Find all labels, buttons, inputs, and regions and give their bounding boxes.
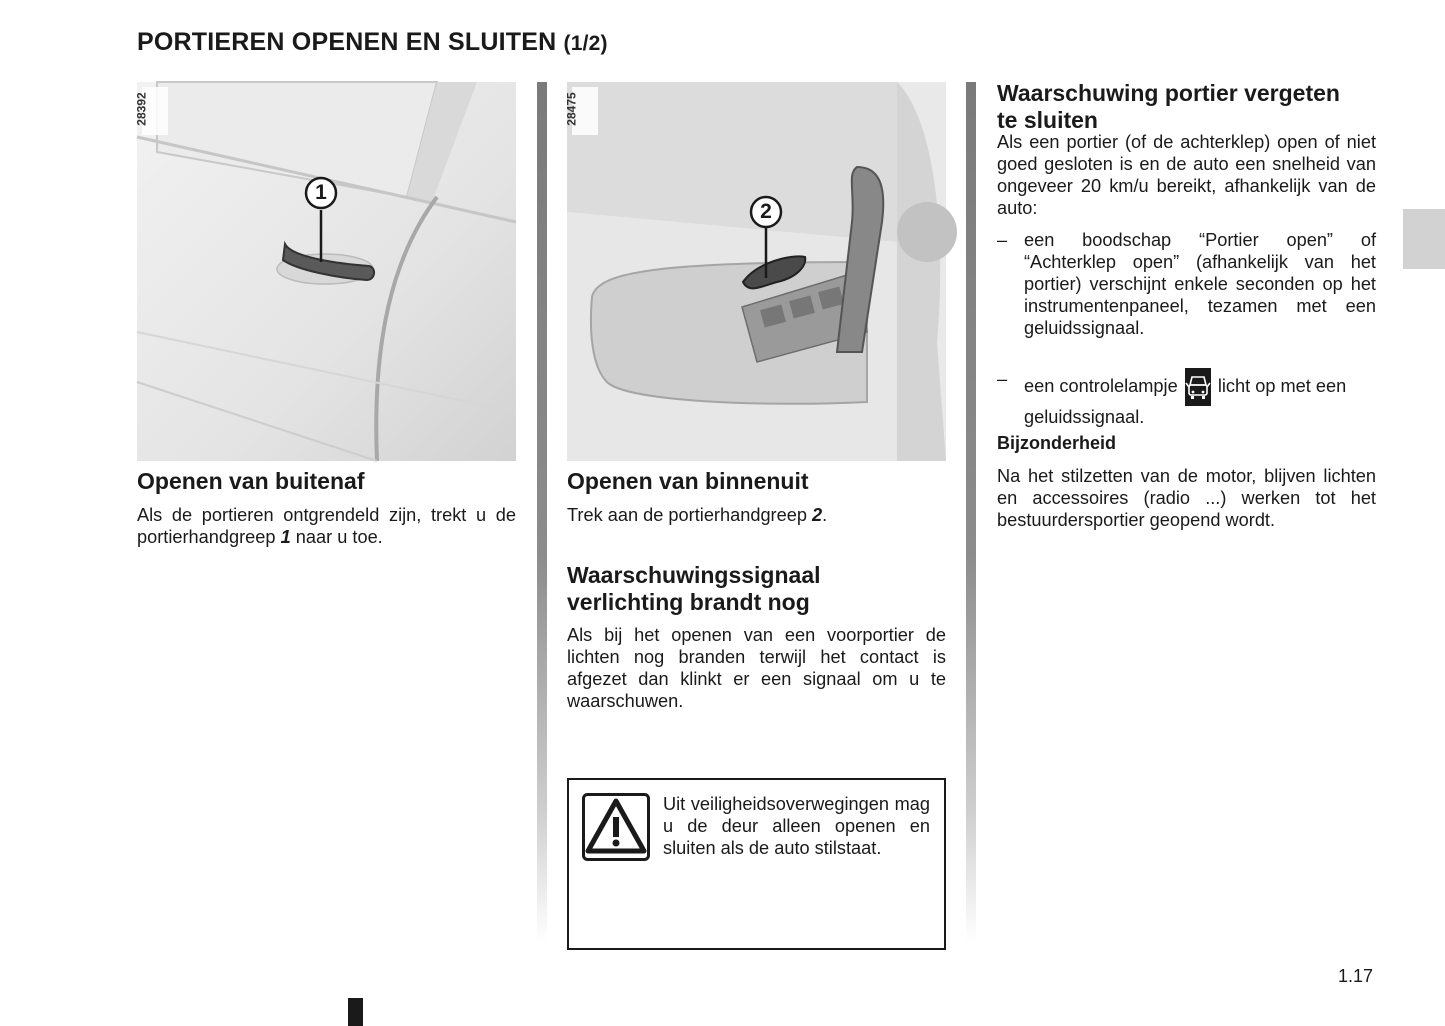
heading-line: verlichting brandt nog — [567, 589, 810, 615]
door-open-warning-lamp-icon — [1185, 368, 1211, 406]
page-number: 1.17 — [1338, 966, 1374, 986]
safety-warning-text: Uit veiligheidsoverwegingen mag u de deur alleen openen en sluiten als de auto stilstaat. — [663, 794, 930, 858]
page-title-text: PORTIEREN OPENEN EN SLUITEN — [137, 28, 557, 56]
image-code: 28392 — [134, 92, 149, 126]
heading-open-inside: Openen van binnenuit — [567, 468, 809, 494]
exterior-door-photo — [134, 82, 516, 461]
heading-open-outside: Openen van buitenaf — [137, 468, 365, 494]
paragraph-open-outside — [137, 504, 516, 548]
reference-number: 1 — [280, 527, 291, 547]
bullet-text — [1024, 368, 1376, 428]
column-divider-right — [966, 82, 976, 942]
bullet-text: een boodschap “Portier open” of “Achterklep open” (afhankelijk van het portier) verschijnt enkele seconden op het instrumentenpaneel, tezamen met een geluidssignaal. — [1024, 230, 1376, 338]
section-tab — [1403, 209, 1445, 269]
paragraph-lights-warning: Als bij het openen van een voorportier de lichten nog branden terwijl het contact is afgezet dan klinkt er een signaal om u te waarschuwen. — [567, 625, 946, 711]
text-segment: . — [822, 505, 828, 525]
heading-lights-warning — [567, 562, 821, 616]
text-segment: Als de portieren ontgrendeld zijn, trekt u de portierhandgreep — [137, 505, 516, 547]
paragraph-door-open-intro: Als een portier (of de achterklep) open of niet goed gesloten is en de auto een snelheid van ongeveer 20 km/u bereikt, afhankelijk van de auto: — [997, 132, 1376, 218]
heading-line: te sluiten — [997, 107, 1098, 133]
page-title-part: (1/2) — [563, 32, 608, 55]
list-item — [997, 229, 1376, 339]
paragraph-special: Na het stilzetten van de motor, blijven lichten en accessoires (radio ...) werken tot het bestuurdersportier geopend wordt. — [997, 466, 1376, 530]
text-segment: Trek aan de portierhandgreep — [567, 505, 813, 525]
page-title — [137, 28, 608, 57]
reference-number: 2 — [812, 505, 823, 525]
print-marker — [348, 998, 363, 1026]
paragraph-open-inside — [567, 504, 946, 526]
figure-callout-1: 1 — [315, 181, 327, 204]
safety-warning-box — [567, 778, 946, 950]
heading-door-open-warning — [997, 80, 1340, 134]
sub-heading-special: Bijzonderheid — [997, 433, 1117, 453]
column-divider-left — [537, 82, 547, 942]
figure-callout-2: 2 — [760, 200, 772, 223]
bullet-dash: – — [997, 230, 1008, 250]
warning-triangle-icon — [582, 793, 650, 861]
heading-line: Waarschuwing portier vergeten — [997, 80, 1340, 106]
image-code: 28475 — [564, 92, 579, 126]
text-segment: een controlelampje — [1024, 376, 1178, 396]
heading-line: Waarschuwingssignaal — [567, 562, 821, 588]
text-segment: naar u toe. — [290, 527, 383, 547]
interior-door-photo — [564, 82, 946, 461]
text-segment: licht op met een geluidssignaal. — [1024, 376, 1347, 427]
list-item — [997, 368, 1376, 428]
bullet-dash: – — [997, 369, 1008, 389]
